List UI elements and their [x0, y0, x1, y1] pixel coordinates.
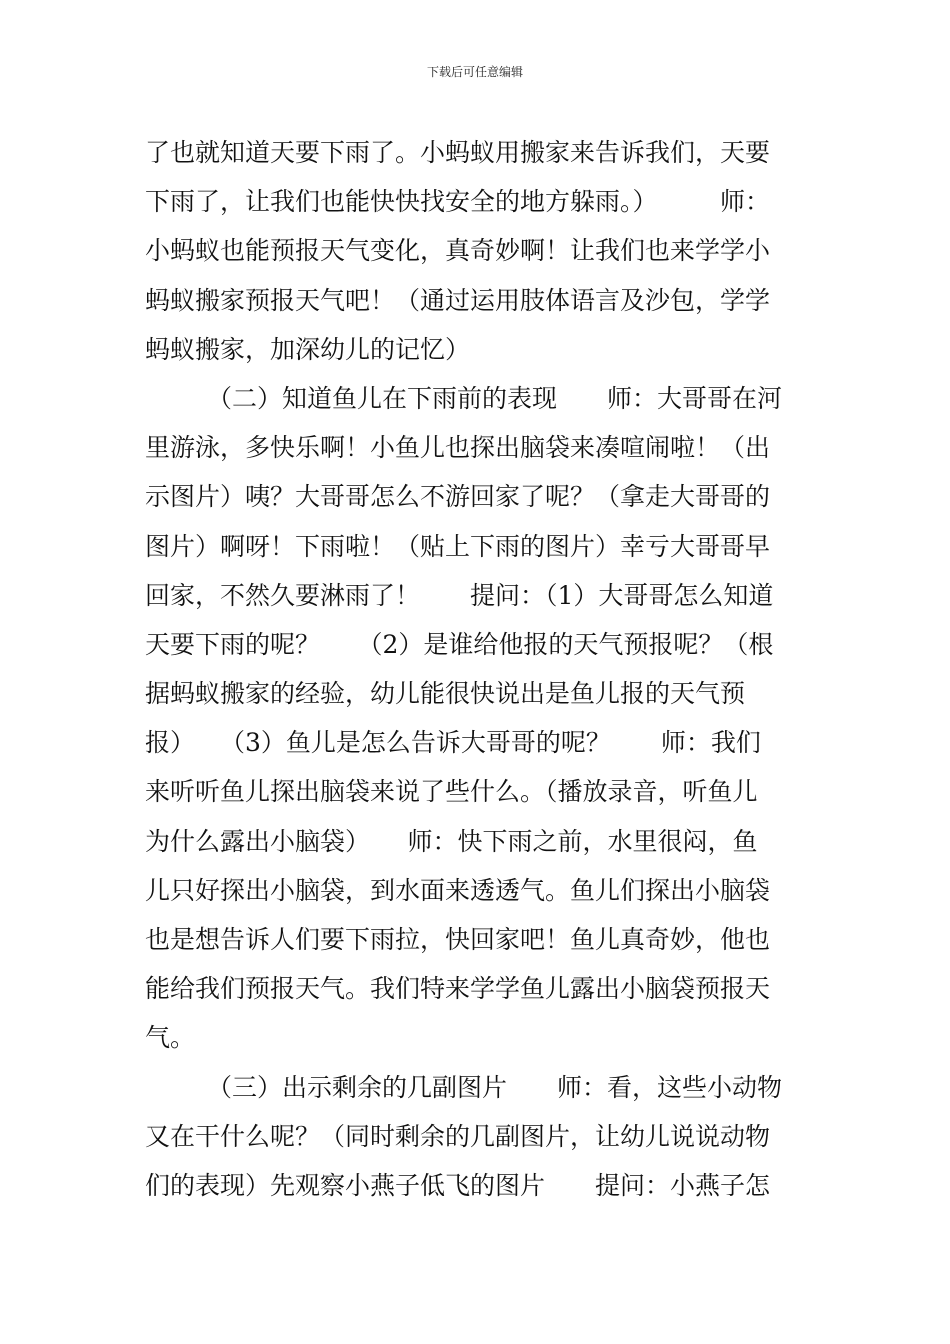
text-line: 回家，不然久要淋雨了！ 提问：（1）大哥哥怎么知道: [145, 580, 774, 610]
text-line: 来听听鱼儿探出脑袋来说了些什么。（播放录音，听鱼儿: [145, 777, 758, 807]
text-line: 里游泳，多快乐啊！小鱼儿也探出脑袋来凑喧闹啦！（出: [145, 433, 771, 463]
text-line: 儿只好探出小脑袋，到水面来透透气。鱼儿们探出小脑袋: [145, 875, 771, 905]
text-line: 图片）啊呀！下雨啦！（贴上下雨的图片）幸亏大哥哥早: [145, 531, 771, 561]
text-line: 们的表现）先观察小燕子低飞的图片 提问：小燕子怎: [145, 1170, 771, 1200]
text-line: 蚂蚁搬家，加深幼儿的记忆）: [145, 334, 471, 364]
text-line: 为什么露出小脑袋） 师：快下雨之前，水里很闷，鱼: [145, 826, 758, 856]
text-line: 气。: [145, 1023, 196, 1053]
text-line: 报） （3）鱼儿是怎么告诉大哥哥的呢？ 师：我们: [145, 728, 761, 758]
document-body: [145, 128, 807, 1210]
text-line: 天要下雨的呢？ （2）是谁给他报的天气预报呢？（根: [145, 629, 774, 659]
page-header-note: 下载后可任意编辑: [426, 65, 523, 79]
text-line: 能给我们预报天气。我们特来学学鱼儿露出小脑袋预报天: [145, 974, 771, 1004]
text-line: 也是想告诉人们要下雨拉，快回家吧！鱼儿真奇妙，他也: [145, 925, 771, 954]
section-heading-line: （二）知道鱼儿在下雨前的表现 师：大哥哥在河: [207, 383, 783, 413]
text-line: 又在干什么呢？（同时剩余的几副图片，让幼儿说说动物: [145, 1121, 771, 1151]
section-heading-line: （三）出示剩余的几副图片 师：看，这些小动物: [207, 1072, 783, 1102]
text-line: 示图片）咦？大哥哥怎么不游回家了呢？（拿走大哥哥的: [145, 482, 771, 512]
text-line: 下雨了，让我们也能快快找安全的地方躲雨。） 师：: [145, 187, 771, 217]
text-line: 据蚂蚁搬家的经验，幼儿能很快说出是鱼儿报的天气预: [145, 679, 746, 709]
text-line: 小蚂蚁也能预报天气变化，真奇妙啊！让我们也来学学小: [145, 236, 771, 266]
text-line: 了也就知道天要下雨了。小蚂蚁用搬家来告诉我们，天要: [145, 138, 771, 167]
text-line: 蚂蚁搬家预报天气吧！（通过运用肢体语言及沙包，学学: [145, 285, 771, 315]
